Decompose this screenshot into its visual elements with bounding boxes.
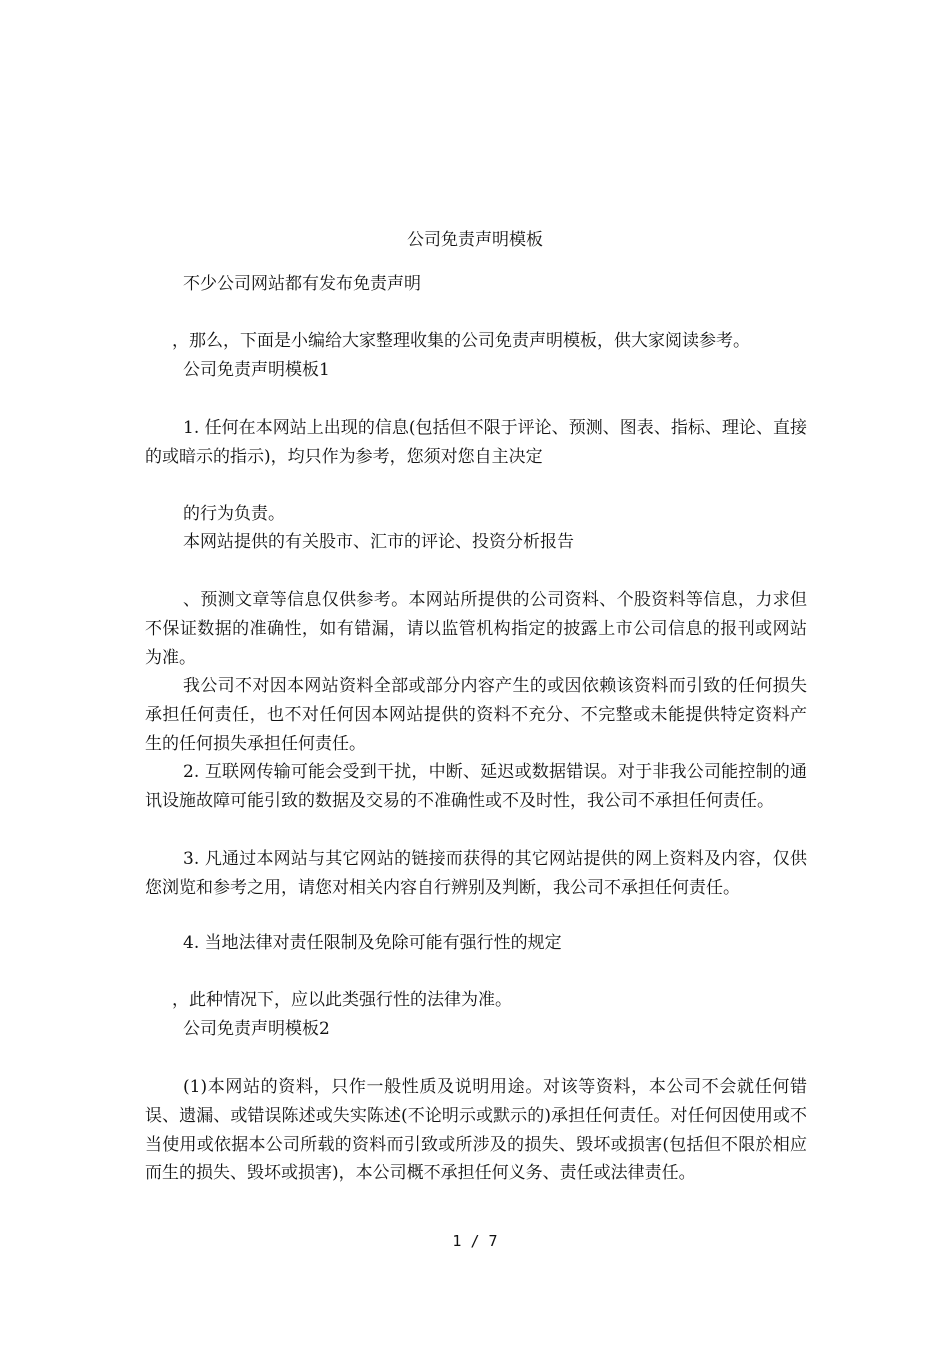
item-4-continuation: ，此种情况下，应以此类强行性的法律为准。	[172, 990, 512, 1010]
section-heading-1: 公司免责声明模板1	[183, 360, 330, 380]
item-1-paragraph: 1. 任何在本网站上出现的信息(包括但不限于评论、预测、图表、指标、理论、直接的或暗示的指示)，均只作为参考，您须对您自主决定	[145, 418, 807, 467]
section-heading-2: 公司免责声明模板2	[183, 1019, 330, 1039]
intro-line-2: ，那么，下面是小编给大家整理收集的公司免责声明模板，供大家阅读参考。	[172, 331, 750, 351]
item-2-paragraph: 2. 互联网传输可能会受到干扰，中断、延迟或数据错误。对于非我公司能控制的通讯设施故障可能引致的数据及交易的不准确性或不及时性，我公司不承担任何责任。	[145, 762, 807, 811]
page-indicator: 1 / 7	[452, 1232, 498, 1250]
section-2-paragraph-1: (1)本网站的资料，只作一般性质及说明用途。对该等资料，本公司不会就任何错误、遗漏、或错误陈述或失实陈述(不论明示或默示的)承担任何责任。对任何因使用或不当使用或依据本公司所载的资料而引致或所涉及的损失、毁坏或损害(包括但不限於相应而生的损失、毁坏或损害)，本公司概不承担任何义务、责任或法律责任。	[145, 1077, 807, 1184]
item-1-continuation: 的行为负责。	[183, 504, 285, 524]
item-1-report-line: 本网站提供的有关股市、汇市的评论、投资分析报告	[183, 532, 574, 552]
item-4-line: 4. 当地法律对责任限制及免除可能有强行性的规定	[183, 933, 562, 953]
item-1-reference-paragraph: 、预测文章等信息仅供参考。本网站所提供的公司资料、个股资料等信息，力求但不保证数据的准确性，如有错漏，请以监管机构指定的披露上市公司信息的报刊或网站为准。	[145, 590, 807, 668]
document-title: 公司免责声明模板	[407, 230, 543, 250]
intro-line-1: 不少公司网站都有发布免责声明	[183, 274, 421, 294]
item-3-paragraph: 3. 凡通过本网站与其它网站的链接而获得的其它网站提供的网上资料及内容，仅供您浏览和参考之用，请您对相关内容自行辨别及判断，我公司不承担任何责任。	[145, 849, 807, 898]
item-1-liability-paragraph: 我公司不对因本网站资料全部或部分内容产生的或因依赖该资料而引致的任何损失承担任何责任，也不对任何因本网站提供的资料不充分、不完整或未能提供特定资料产生的任何损失承担任何责任。	[145, 676, 807, 754]
